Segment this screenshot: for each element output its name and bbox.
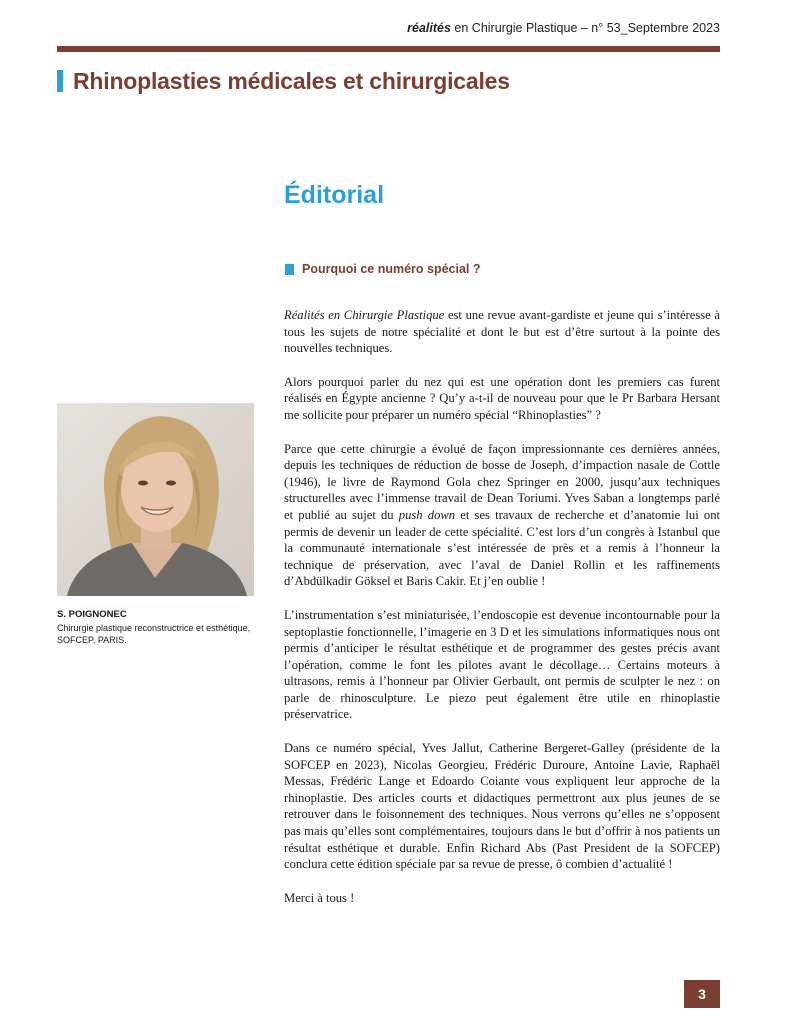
paragraph-4: L’instrumentation s’est miniaturisée, l’endoscopie est devenue incontournable pour la septoplastie fonctionnelle, l’imagerie en 3 D et les simulations informatiques nous ont permis d’anticiper le résultat esthétique et de programmer des gestes précis avant l’opération, comme le font les pilotes avant le décollage… Certains moteurs à ultrasons, remis à l’honneur par Olivier Gerbault, ont permis de sculpter le nez : on parle de rhinosculpture. Le piezo peut également être utile en rhinoplastie préservatrice. [284,607,720,722]
author-photo [57,403,254,596]
push-down-italic: push down [398,507,456,522]
author-affiliation: Chirurgie plastique reconstructrice et esthétique, SOFCEP, PARIS. [57,623,251,645]
author-name: S. POIGNONEC [57,609,127,620]
paragraph-2: Alors pourquoi parler du nez qui est une opération dont les premiers cas furent réalisés en Égypte ancienne ? Qu’y a-t-il de nouveau pour que le Pr Barbara Hersant me sollicite pour préparer un numéro spécial “Rhinoplasties” ? [284,374,720,422]
editorial-title: Éditorial [284,181,385,209]
paragraph-5: Dans ce numéro spécial, Yves Jallut, Catherine Bergeret-Galley (présidente de la SOFCEP en 2023), Nicolas Georgieu, Frédéric Duroure, Antoine Lavie, Raphaël Messas, Frédéric Lange et Edoardo Coiante vous expliquent leur approche de la rhinoplastie. Des articles courts et didactiques permettront aux plus jeunes de se retrouver dans le foisonnement des techniques. Nous verrons qu’elles ne s’opposent pas mais qu’elles sont complémentaires, toujours dans le but d’offrir à nos patients un résultat esthétique et durable. Enfin Richard Abs (Past President de la SOFCEP) conclura cette édition spéciale par sa revue de presse, ô combien d’actualité ! [284,741,720,872]
paragraph-3-a: Parce que cette chirurgie a évolué de façon impressionnante ces dernières années, depuis les techniques de réduction de bosse de Joseph, d’impaction nasale de Cottle (1946), le livre de Raymond Gola chez Springer en 2000, jusqu’aux techniques structurelles avec l’immense travail de Dean Toriumi. Yves Saban a longtemps parlé et publié au sujet du [284,441,720,522]
subheading [285,262,481,276]
paragraph-3-b: et ses travaux de recherche et d’anatomie lui ont permis de devenir un leader de cette spécialité. C’est lors d’un congrès à Istanbul que la communauté internationale s’est intéressée de près et a remis à l’honneur la technique de préservation, avec l’aval de Daniel Rollin et les raffinements d’Abdülkadir Göksel et Baris Cakir. Et j’en oublie ! [284,507,720,589]
article-body [284,307,720,923]
paragraph-1-text: est une revue avant-gardiste et jeune qui s’intéresse à tous les sujets de notre spécialité et dont le but est d’être surtout à la pointe des nouvelles techniques. [284,308,720,356]
page-number: 3 [684,980,720,1008]
section-marker [57,70,63,92]
section-title-text: Rhinoplasties médicales et chirurgicales [73,67,510,94]
author-portrait-icon [57,403,254,596]
journal-name: réalités [407,21,451,35]
subheading-marker [285,264,294,275]
paragraph-1 [284,307,720,357]
header-rule [57,46,720,52]
paragraph-6: Merci à tous ! [284,890,355,905]
subheading-text: Pourquoi ce numéro spécial ? [302,262,481,276]
paragraph-3 [284,441,720,590]
journal-italic: Réalités en Chirurgie Plastique [284,308,445,322]
section-title [57,68,510,94]
issue-info: en Chirurgie Plastique – n° 53_Septembre 2023 [450,21,720,35]
running-header [407,21,720,35]
